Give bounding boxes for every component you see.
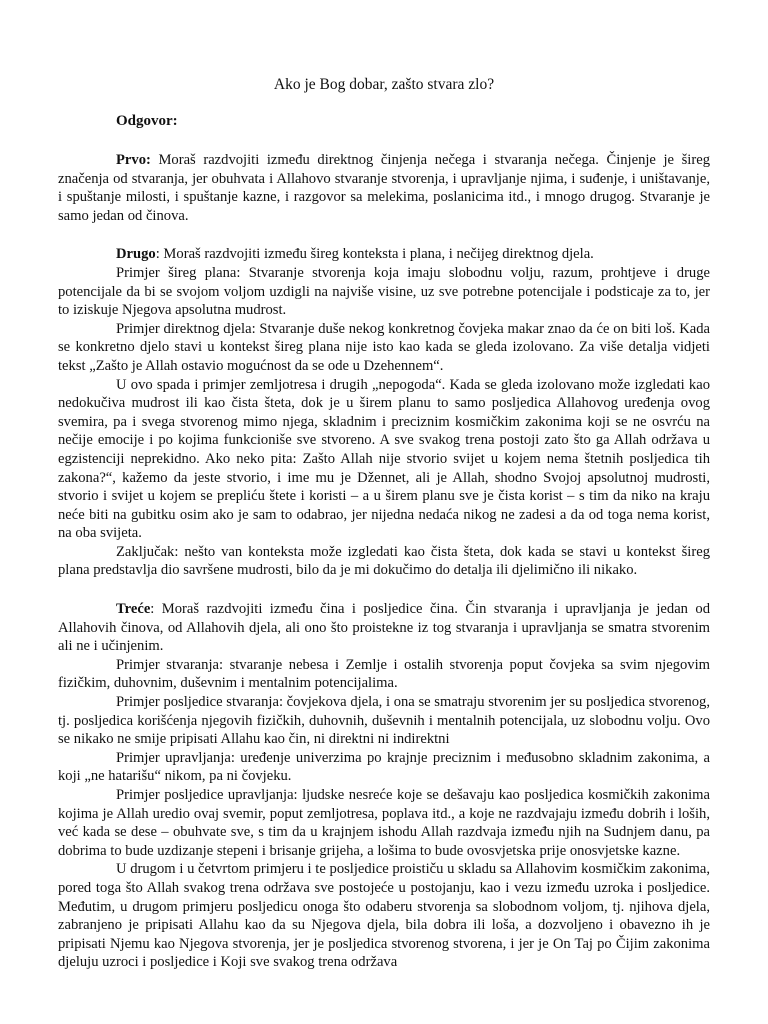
paragraph-trece-2: Primjer posljedice stvaranja: čovjekova djela, i ona se smatraju stvorenim jer su posljedica stvorenog, tj. posljedica korišćenja njegovih fizičkih, duhovnih, duševnih i mentalnih potencijala, uz slobodnu volju. Ovo se nikako ne smije pripisati Allahu kao čin, ni direktni ni indirektni xyxy=(58,694,710,748)
paragraph-trece-5: U drugom i u četvrtom primjeru i te posljedice proističu u skladu sa Allahovim kosmičkim zakonima, pored toga što Allah svakog trena održava sve postojeće u postojanju, kao i vezu između uzroka i posljedice. Međutim, u drugom primjeru posljedicu onoga što odaberu stvorenja sa slobodnom voljom, tj. njihova djela, zabranjeno je pripisati Allahu kao da su Njegova djela, bila dobra ili loša, a dozvoljeno i obavezno ih je pripisati Njemu kao Njegova stvorenja, jer je posljedica stvorenog stvorena, i jer je On Taj po Čijim zakonima djeluju uzroci i posljedice i Koji sve svakog trena održava xyxy=(58,861,710,971)
paragraph-prvo xyxy=(58,151,710,225)
page-title: Ako je Bog dobar, zašto stvara zlo? xyxy=(273,76,495,93)
paragraph-text: : Moraš razdvojiti između šireg konteksta i plana, i nečijeg direktnog djela. xyxy=(155,246,594,263)
paragraph-drugo-3: U ovo spada i primjer zemljotresa i drugih „nepogoda“. Kada se gleda izolovano može izgledati kao nedokučiva mudrost ili kao čista šteta, dok je u širem planu to samo posljedica Allahovog uređenja ovog svemira, pa i svega stvorenog mimo njega, skladnim i preciznim kosmičkim zakonima koji se ne osvrću na nečije emocije i po kojima funkcionišе sve stvoreno. A sve svakog trena postoji zato što ga Allah održava u egzistenciji neprekidno. Ako neko pita: Zašto Allah nije stvorio svijet u kojem nema štetnih posljedica tih zakona?“, kažemo da jeste stvorio, i ime mu je Džennet, ali je Allah, shodno Svojoj apsolutnoj mudrosti, stvorio i svijet u kojem se prepliću štete i koristi – a u širem planu sve je čista korist – s tim da niko na kraju neće biti na gubitku osim ako je sam to odabrao, jer nijedna nedaća nikog ne zadesi a da od toga nema korist, na oba svijeta. xyxy=(58,376,710,542)
paragraph-text: : Moraš razdvojiti između čina i posljedice čina. Čin stvaranja i upravljanja je jedan od Allahovih činova, od Allahovih djela, ali ono što proistekne iz tog stvaranja i upravljanja se smatra stvorenim ali ne i učinjenim. xyxy=(58,601,710,655)
paragraph-trece-4: Primjer posljedice upravljanja: ljudske nesreće koje se dešavaju kao posljedica kosmičkih zakonima kojima je Allah uredio ovaj svemir, poput zemljotresa, poplava itd., a koje ne razdvajaju između dobrih i loših, već kada se dese – obuhvate sve, s tim da u krajnjem ishodu Allah razdvaja između njih na Sudnjem danu, pa dobrima to bude uzdizanje stepeni i brisanje grijeha, a lošima to bude ovosvjetska prije onosvjetske kazne. xyxy=(58,787,710,859)
answer-label: Odgovor: xyxy=(116,113,178,129)
paragraph-text: Moraš razdvojiti između direktnog činjenja nečega i stvaranja nečega. Činjenje je šireg značenja od stvaranja, jer obuhvata i Allahovo stvaranje stvorenja, i upravljanje njima, i suđenje, i uništavanje, i spuštanje milosti, i spuštanje kazne, i razgovor sa melekima, poslanicima itd., i mnogo drugog. Stvaranje je samo jedan od činova. xyxy=(58,152,710,224)
paragraph-trece-3: Primjer upravljanja: uređenje univerzima po krajnje preciznim i međusobno skladnim zakonima, a koji „ne hatarišu“ nikom, pa ni čovjeku. xyxy=(58,749,710,785)
paragraph-trece xyxy=(58,600,710,656)
paragraph-trece-1: Primjer stvaranja: stvaranje nebesa i Zemlje i ostalih stvorenja poput čovjeka sa svim njegovim fizičkim, duhovnim, duševnim i mentalnim potencijalima. xyxy=(58,656,710,692)
section-label-drugo: Drugo xyxy=(116,246,156,263)
section-label-prvo: Prvo: xyxy=(116,152,151,168)
paragraph-drugo-2: Primjer direktnog djela: Stvaranje duše nekog konkretnog čovjeka makar znao da će on biti loš. Kada se konkretno djelo stavi u kontekst šireg plana nije isto kao kada se gleda izolovano. Za više detalja vidjeti tekst „Zašto je Allah ostavio mogućnost da se ode u Dzehennem“. xyxy=(58,320,710,374)
paragraph-drugo xyxy=(58,245,710,264)
paragraph-drugo-4: Zaključak: nešto van konteksta može izgledati kao čista šteta, dok kada se stavi u kontekst šireg plana predstavlja dio savršene mudrosti, bilo da je mi dokučimo do detalja ili djelimično ili nikako. xyxy=(58,543,710,579)
section-label-trece: Treće xyxy=(116,601,151,618)
paragraph-drugo-1: Primjer šireg plana: Stvaranje stvorenja koja imaju slobodnu volju, razum, prohtjeve i druge potencijale da bi se svojom voljom uzdigli na najviše visine, uz sve potrebne potencijale i podsticaje za to, jer to iziskuje Njegova apsolutna mudrost. xyxy=(58,264,710,319)
